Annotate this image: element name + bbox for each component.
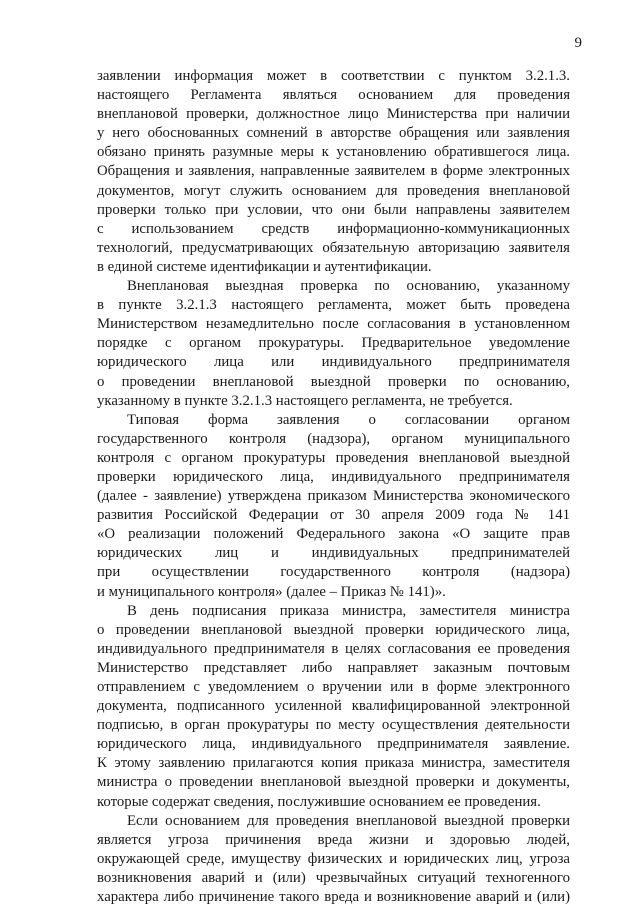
text-line: в единой системе идентификации и аутентификации. (97, 258, 432, 275)
text-line: технологий, предусматривающих обязательную авторизацию заявителя (97, 239, 570, 256)
text-line: Если основанием для проведения внеплановой выездной проверки (127, 812, 570, 829)
text-line: государственного контроля (надзора), органом муниципального (97, 430, 570, 447)
text-line: возникновения аварий и (или) чрезвычайных ситуаций техногенного (97, 869, 570, 886)
text-line: отправлением с уведомлением о вручении или в форме электронного (97, 679, 570, 695)
text-line: юридических лиц и индивидуальных предпринимателей (97, 545, 570, 562)
text-line: с использованием средств информационно-коммуникационных (97, 220, 570, 237)
text-line: настоящего Регламента являться основанием для проведения (97, 87, 570, 104)
text-line: документа, подписанного усиленной квалифицированной электронной (97, 698, 570, 715)
text-line: указанному в пункте 3.2.1.3 настоящего регламента, не требуется. (97, 392, 513, 409)
text-line: Обращения и заявления, направленные заявителем в форме электронных (97, 163, 570, 180)
text-line: «О реализации положений Федерального закона «О защите прав (97, 526, 570, 543)
text-line: контроля с органом прокуратуры проведения внеплановой выездной (97, 449, 570, 466)
text-line: порядке с органом прокуратуры. Предварительное уведомление (97, 335, 570, 352)
text-line: проверки юридического лица, индивидуального предпринимателя (97, 468, 570, 485)
paragraph (97, 411, 570, 602)
text-line: Типовая форма заявления о согласовании органом (127, 411, 570, 428)
text-line: развития Российской Федерации от 30 апреля 2009 года № 141 (97, 507, 570, 524)
text-line: при осуществлении государственного контроля (надзора) (97, 564, 570, 581)
text-line: юридического лица или индивидуального предпринимателя (97, 354, 570, 371)
paragraph (97, 277, 570, 411)
text-line: индивидуального предпринимателя в целях согласования ее проведения (97, 640, 570, 657)
document-body (97, 67, 570, 907)
text-line: К этому заявлению прилагаются копия приказа министра, заместителя (97, 755, 570, 772)
text-line: характера либо причинение такого вреда и возникновение аварий и (или) (97, 889, 570, 906)
text-line: проверки только при условии, что они были направлены заявителем (97, 201, 570, 218)
text-line: подписью, в орган прокуратуры по месту осуществления деятельности (97, 717, 570, 734)
paragraph (97, 602, 570, 812)
text-line: которые содержат сведения, послужившие основанием ее проведения. (97, 793, 541, 810)
text-line: является угроза причинения вреда жизни и здоровью людей, (97, 831, 570, 848)
text-line: Министерством незамедлительно после согласования в установленном (97, 316, 570, 333)
page-number: 9 (574, 35, 582, 51)
paragraph (97, 67, 570, 277)
text-line: заявлении информация может в соответствии с пунктом 3.2.1.3. (97, 68, 570, 84)
text-line: Министерство представляет либо направляет заказным почтовым (97, 659, 570, 676)
text-line: В день подписания приказа министра, заместителя министра (127, 602, 570, 619)
text-line: о проведении внеплановой выездной проверки по основанию, (97, 373, 570, 390)
text-line: (далее - заявление) утверждена приказом Министерства экономического (97, 488, 570, 505)
text-line: о проведении внеплановой выездной проверки юридического лица, (97, 621, 570, 638)
text-line: внеплановой проверки, должностное лицо Министерства при наличии (97, 106, 570, 123)
text-line: обязано принять разумные меры к установлению обратившегося лица. (97, 144, 570, 161)
text-line: и муниципального контроля» (далее – Приказ № 141)». (97, 583, 446, 600)
text-line: окружающей среде, имуществу физических и юридических лиц, угроза (97, 850, 570, 867)
text-line: Внеплановая выездная проверка по основанию, указанному (127, 278, 570, 295)
text-line: документов, могут служить основанием для проведения внеплановой (97, 182, 570, 199)
text-line: у него обоснованных сомнений в авторстве обращения или заявления (97, 125, 570, 142)
text-line: в пункте 3.2.1.3 настоящего регламента, может быть проведена (97, 297, 570, 314)
text-line: министра о проведении внеплановой выездной проверки и документы, (97, 774, 570, 791)
text-line: юридического лица, индивидуального предпринимателя заявление. (97, 736, 570, 753)
paragraph (97, 812, 570, 907)
